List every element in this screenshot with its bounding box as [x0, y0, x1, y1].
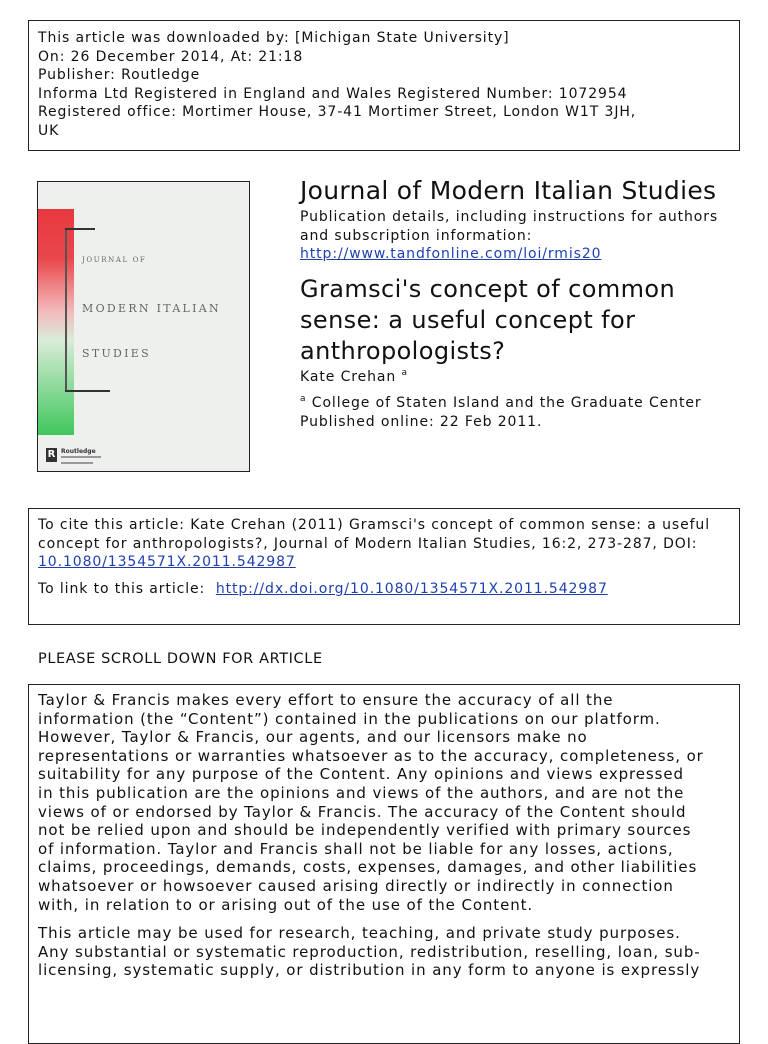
author-name: Kate Crehan [300, 369, 397, 385]
disclaimer-line: in this publication are the opinions and views of the authors, and are not the [38, 783, 685, 802]
disclaimer-line: claims, proceedings, demands, costs, expenses, damages, and other liabilities [38, 858, 698, 877]
routledge-logo-icon: R [47, 449, 56, 460]
doi-link[interactable]: 10.1080/1354571X.2011.542987 [38, 554, 296, 570]
article-title-line: sense: a useful concept for [300, 306, 636, 334]
cover-text-modern-italian: MODERN ITALIAN [82, 302, 221, 315]
article-doi-url-link[interactable]: http://dx.doi.org/10.1080/1354571X.2011.542987 [215, 580, 608, 597]
download-line: On: 26 December 2014, At: 21:18 [38, 48, 304, 65]
scroll-note: PLEASE SCROLL DOWN FOR ARTICLE [38, 651, 323, 667]
disclaimer-line: of information. Taylor and Francis shall not be liable for any losses, actions, [38, 839, 674, 858]
disclaimer-line: with, in relation to or arising out of the use of the Content. [38, 895, 534, 914]
cover-rule [65, 228, 67, 392]
download-line: This article was downloaded by: [Michigan State University] [38, 30, 510, 46]
affiliation-block [300, 390, 702, 432]
disclaimer-line: not be relied upon and should be independently verified with primary sources [38, 821, 692, 840]
disclaimer-line: Any substantial or systematic reproduction, redistribution, reselling, loan, sub- [38, 942, 701, 961]
citation-box [28, 508, 740, 625]
cover-text-studies: STUDIES [82, 347, 151, 360]
cover-color-band [38, 209, 74, 435]
cover-fine-print [61, 456, 101, 458]
cover-publisher: Routledge [61, 448, 96, 455]
link-line [38, 580, 730, 599]
disclaimer-line: Taylor & Francis makes every effort to ensure the accuracy of all the [38, 691, 614, 709]
journal-title: Journal of Modern Italian Studies [300, 176, 717, 205]
download-line: Registered office: Mortimer House, 37-41 Mortimer Street, London W1T 3JH, [38, 104, 637, 120]
disclaimer-line: licensing, systematic supply, or distribution in any form to anyone is expressly [38, 961, 701, 980]
author-superscript: a [401, 368, 408, 378]
cover-rule [65, 228, 95, 230]
details-line: Publication details, including instructions for authors [300, 209, 719, 225]
link-label: To link to this article: [38, 580, 206, 597]
journal-cover-image [37, 181, 250, 472]
download-line: UK [38, 122, 60, 139]
cover-text-journal-of: JOURNAL OF [82, 256, 147, 264]
disclaimer-line: whatsoever or howsoever caused arising directly or indirectly in connection [38, 876, 674, 895]
download-line: Publisher: Routledge [38, 67, 201, 83]
cover-fine-print [61, 462, 93, 464]
disclaimer-line: suitability for any purpose of the Content. Any opinions and views expressed [38, 765, 684, 784]
disclaimer-line: However, Taylor & Francis, our agents, and our licensors make no [38, 728, 588, 747]
article-title-line: Gramsci's concept of common [300, 275, 676, 303]
cover-rule [65, 390, 110, 392]
disclaimer-line: representations or warranties whatsoever as to the accuracy, completeness, or [38, 746, 704, 765]
published-date: Published online: 22 Feb 2011. [300, 414, 543, 430]
affiliation-line [300, 390, 702, 413]
disclaimer-line: information (the “Content”) contained in the publications on our platform. [38, 709, 661, 728]
download-info-box [28, 20, 740, 151]
disclaimer-box [28, 684, 740, 1044]
citation-line: concept for anthropologists?, Journal of Modern Italian Studies, 16:2, 273-287, DOI: [38, 535, 698, 552]
affiliation-superscript: a [300, 394, 307, 404]
disclaimer-line: This article may be used for research, teaching, and private study purposes. [38, 924, 681, 943]
publication-details [300, 208, 718, 264]
download-line: Informa Ltd Registered in England and Wales Registered Number: 1072954 [38, 85, 628, 102]
article-title-line: anthropologists? [300, 337, 506, 365]
journal-url-link[interactable]: http://www.tandfonline.com/loi/rmis20 [300, 246, 602, 262]
disclaimer-line: views of or endorsed by Taylor & Francis. The accuracy of the Content should [38, 802, 687, 821]
author-line [300, 368, 408, 385]
affiliation-text: College of Staten Island and the Graduate Center [311, 395, 702, 411]
citation-line: To cite this article: Kate Crehan (2011) Gramsci's concept of common sense: a useful [38, 517, 710, 533]
details-line: and subscription information: [300, 227, 533, 244]
article-title [300, 274, 675, 367]
